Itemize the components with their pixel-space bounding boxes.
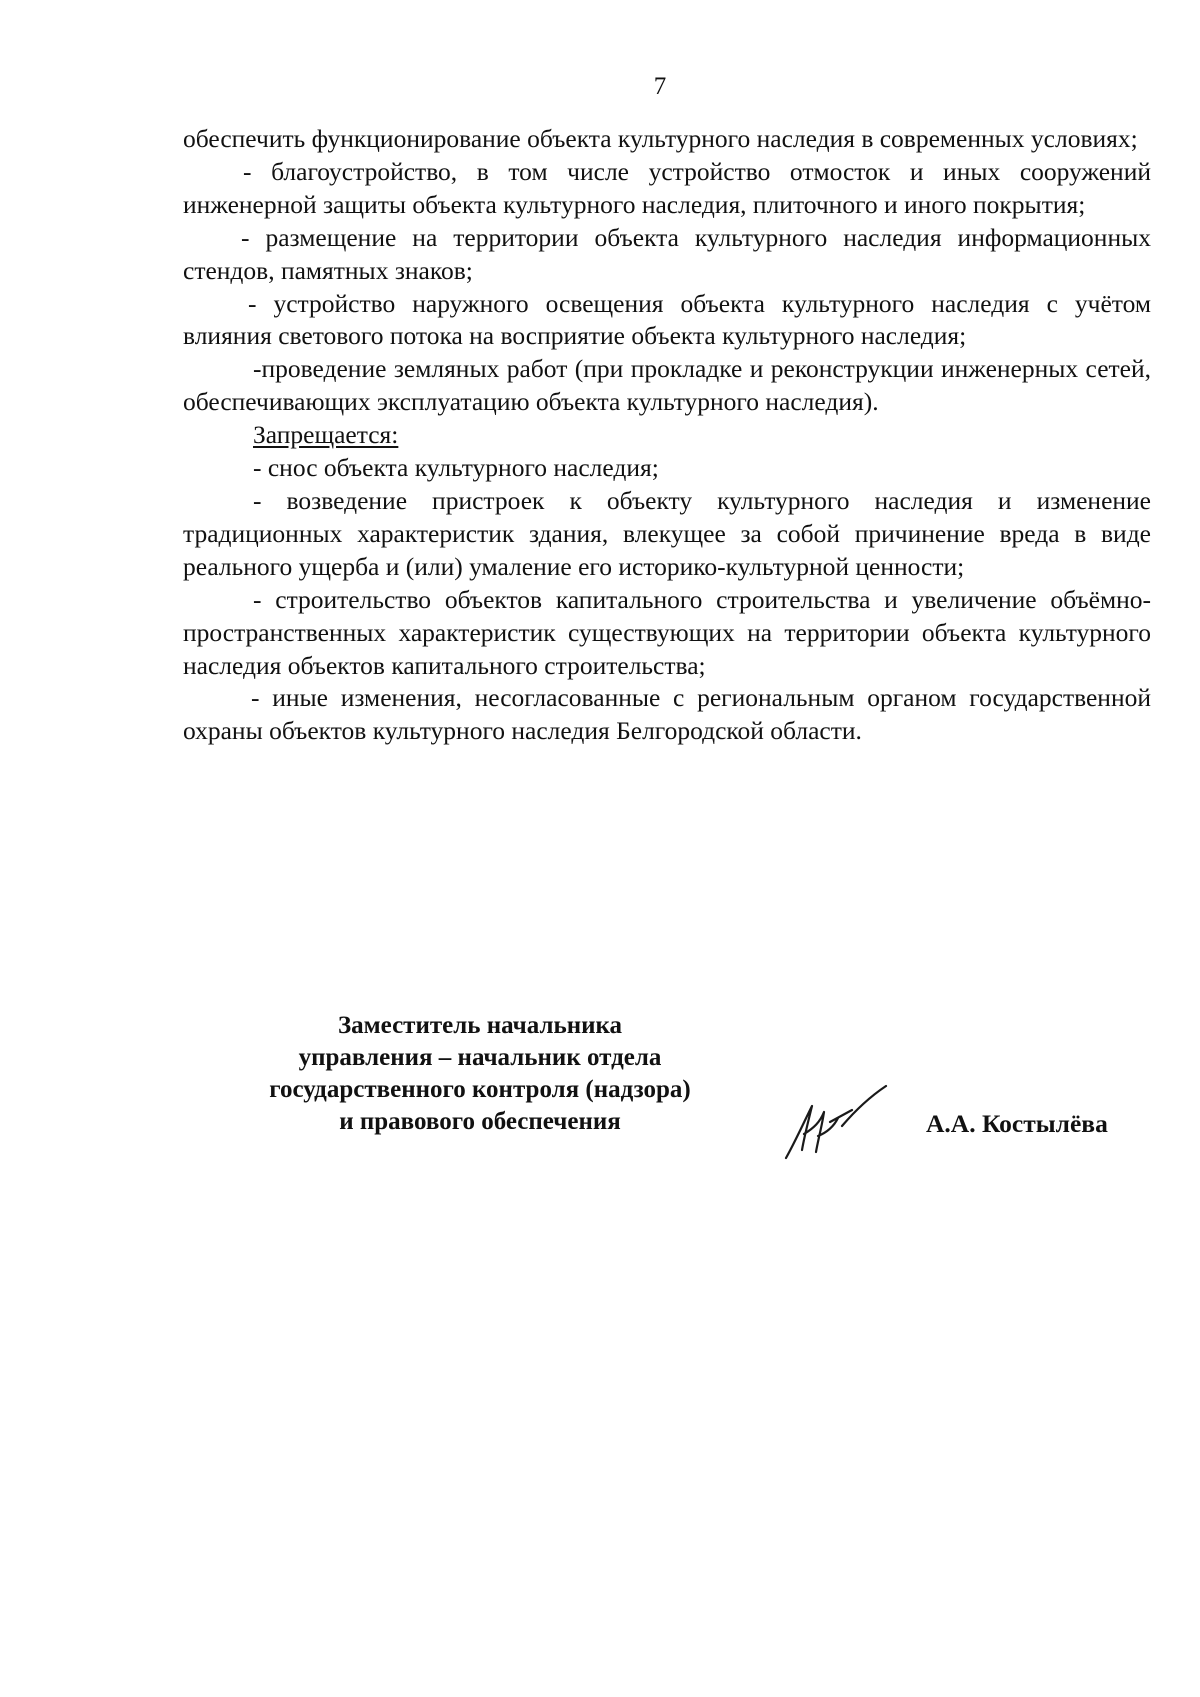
paragraph-lighting: - устройство наружного освещения объекта культурного наследия с учётом влияния светового потока на восприятие объекта культурного наследия; [183,288,1151,351]
signatory-position-line: государственного контроля (надзора) [269,1076,691,1103]
paragraph-continuation: обеспечить функционирование объекта культурного наследия в современных условиях; [183,124,1138,153]
signatory-position-line: Заместитель начальника [337,1012,623,1039]
signer-name: А.А. Костылёва [926,1109,1108,1138]
paragraph-landscaping: - благоустройство, в том числе устройство отмосток и иных сооружений инженерной защиты объекта культурного наследия, плиточного и иного покрытия; [183,156,1151,219]
paragraph-earthworks: -проведение земляных работ (при прокладке и реконструкции инженерных сетей, обеспечивающих эксплуатацию объекта культурного наследия). [183,354,1151,417]
paragraph-info-stands: - размещение на территории объекта культурного наследия информационных стендов, памятных знаков; [183,222,1151,285]
signatory-position-line: и правового обеспечения [339,1108,621,1135]
document-body [183,123,1151,748]
paragraph-extensions: - возведение пристроек к объекту культурного наследия и изменение традиционных характеристик здания, влекущее за собой причинение вреда в виде реального ущерба и (или) умаление его историко-культурной ценности; [183,485,1151,581]
signatory-position-line: управления – начальник отдела [298,1044,662,1071]
handwritten-signature-icon [782,1082,892,1162]
page-number: 7 [653,73,667,100]
signatory-position [215,1010,745,1138]
prohibited-heading-text: Запрещается: [253,420,399,450]
paragraph-demolition: - снос объекта культурного наследия; [253,453,659,483]
paragraph-other-changes: - иные изменения, несогласованные с региональным органом государственной охраны объектов культурного наследия Белгородской области. [183,683,1151,746]
prohibited-heading [183,419,1151,452]
paragraph-construction: - строительство объектов капитального строительства и увеличение объёмно-пространственных характеристик существующих на территории объекта культурного наследия объектов капитального строительства; [183,584,1151,680]
